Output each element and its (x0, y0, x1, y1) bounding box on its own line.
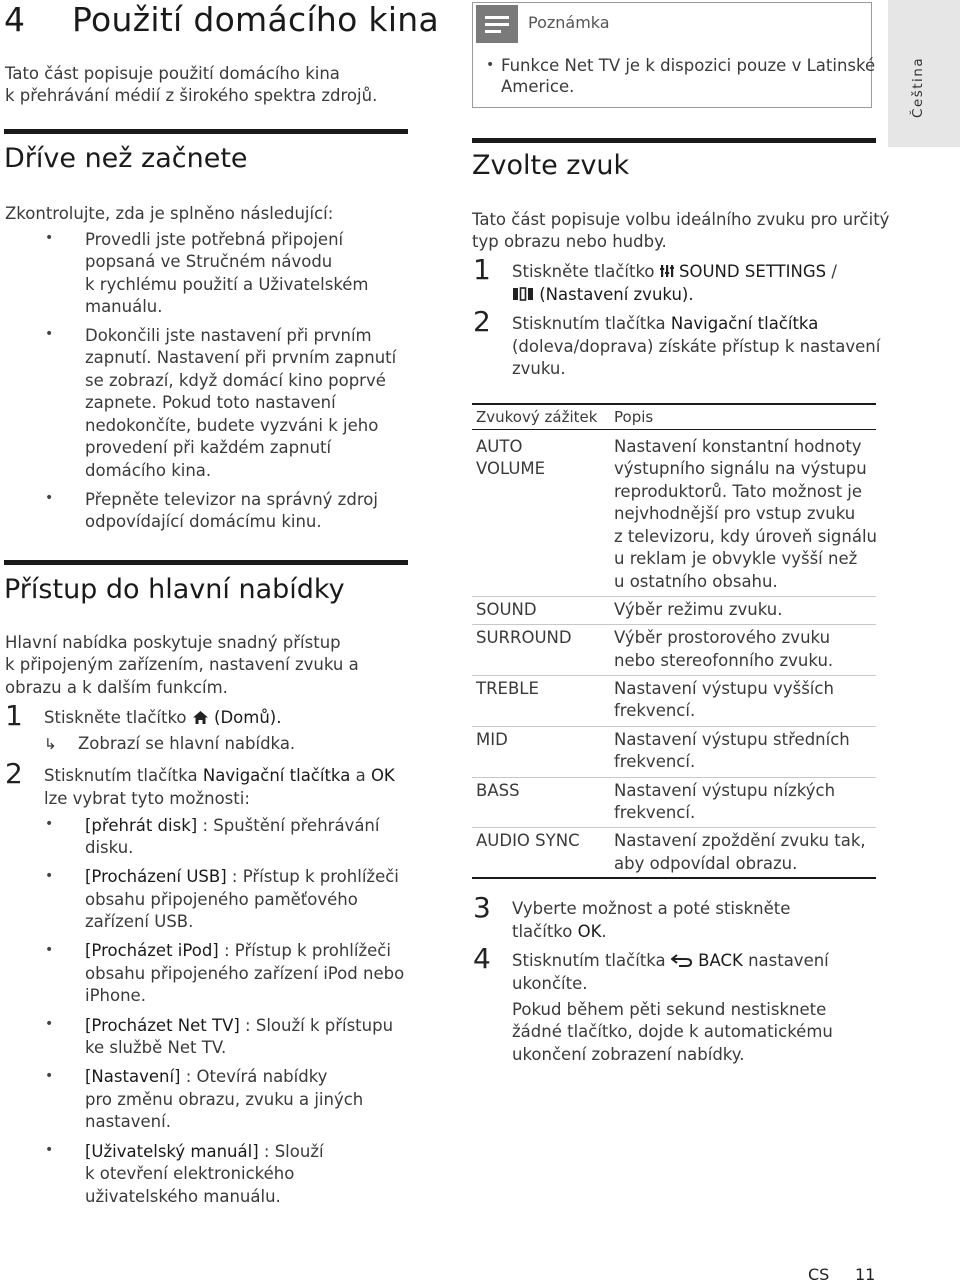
speaker-settings-icon (512, 287, 534, 301)
step-text: Stiskněte tlačítko (44, 708, 187, 727)
step-text: Stisknutím tlačítka (512, 951, 666, 970)
sound-step-4-text (512, 950, 829, 973)
step-note: Pokud během pěti sekund nestisknete (512, 1000, 827, 1019)
step-result: Zobrazí se hlavní nabídka. (78, 734, 296, 753)
option-text: obsahu připojeného paměťového (85, 890, 358, 909)
row-desc: u ostatního obsahu. (614, 572, 778, 591)
ok-key-label: OK (577, 922, 602, 941)
bullet-text: zapnutí. Nastavení při prvním zapnutí (85, 348, 397, 367)
sound-settings-key-label: SOUND SETTINGS (679, 262, 827, 281)
row-desc: frekvencí. (614, 803, 696, 822)
step-note: žádné tlačítko, dojde k automatickému (512, 1022, 833, 1041)
home-key-label: (Domů). (214, 708, 282, 727)
home-icon (192, 710, 209, 725)
step-text: Stisknutím tlačítka (512, 314, 666, 333)
row-divider (472, 777, 876, 778)
sound-intro-line: typ obrazu nebo hudby. (472, 232, 667, 251)
row-desc: Výběr režimu zvuku. (614, 600, 783, 619)
bullet-text: odpovídající domácímu kinu. (85, 512, 322, 531)
bullet-dot: • (45, 1068, 54, 1084)
option-browse-net-tv (85, 1015, 393, 1038)
ok-key-label: OK (370, 766, 395, 785)
option-text: : Slouží k přístupu (239, 1016, 394, 1035)
note-title: Poznámka (528, 13, 610, 32)
bullet-text: popsaná ve Stručném návodu (85, 252, 333, 271)
row-name: MID (476, 730, 508, 749)
language-tab-label: Čeština (910, 56, 926, 118)
table-header-description: Popis (614, 408, 654, 426)
access-intro-line: k připojeným zařízením, nastavení zvuku a (5, 655, 359, 674)
option-text: pro změnu obrazu, zvuku a jiných (85, 1090, 364, 1109)
step-number: 2 (5, 757, 23, 790)
option-label: [Procházet Net TV] (85, 1016, 240, 1035)
section-title-before: Dříve než začnete (4, 143, 248, 174)
sound-step-2-text (512, 313, 818, 336)
access-intro-line: Hlavní nabídka poskytuje snadný přístup (5, 633, 341, 652)
bullet-dot: • (486, 57, 495, 73)
row-desc: Nastavení konstantní hodnoty (614, 437, 862, 456)
row-divider (472, 827, 876, 828)
sound-step-1-text (512, 261, 837, 284)
row-name: TREBLE (476, 679, 539, 698)
row-desc: Nastavení zpoždění zvuku tak, (614, 831, 866, 850)
section-rule (4, 560, 408, 565)
bullet-text: zapnete. Pokud toto nastavení (85, 393, 336, 412)
step-text: / (831, 262, 837, 281)
row-desc: Výběr prostorového zvuku (614, 628, 831, 647)
bullet-text: nedokončíte, budete vyzváni k jeho (85, 416, 379, 435)
row-desc: nejvhodnější pro vstup zvuku (614, 504, 856, 523)
table-bottom-rule (472, 877, 876, 879)
bullet-dot: • (45, 942, 54, 958)
row-desc: z televizoru, kdy úroveň signálu (614, 527, 877, 546)
chapter-number: 4 (4, 0, 26, 39)
nav-keys-label: Navigační tlačítka (670, 314, 819, 333)
step-text: zvuku. (512, 359, 566, 378)
row-name: AUTO (476, 437, 523, 456)
option-text: : Slouží (258, 1142, 324, 1161)
page-number: 11 (855, 1265, 876, 1284)
option-user-manual (85, 1141, 324, 1164)
bullet-text: manuálu. (85, 297, 163, 316)
option-text: ke službě Net TV. (85, 1038, 227, 1057)
row-name: AUDIO SYNC (476, 831, 580, 850)
before-lead: Zkontrolujte, zda je splněno následující: (5, 204, 334, 223)
bullet-dot: • (45, 1142, 54, 1158)
bullet-dot: • (45, 816, 54, 832)
option-text: uživatelského manuálu. (85, 1187, 281, 1206)
option-label: [Uživatelský manuál] (85, 1142, 259, 1161)
footer-lang: CS (808, 1265, 830, 1284)
step-text: (doleva/doprava) získáte přístup k nastavení (512, 337, 881, 356)
row-desc: Nastavení výstupu nízkých (614, 781, 836, 800)
nav-keys-label: Navigační tlačítka (202, 766, 351, 785)
step-text: . (601, 922, 607, 941)
row-desc: nebo stereofonního zvuku. (614, 651, 834, 670)
back-key-label: BACK (698, 951, 743, 970)
option-text: iPhone. (85, 986, 146, 1005)
bullet-text: domácího kina. (85, 461, 212, 480)
option-label: [Procházet iPod] (85, 941, 219, 960)
option-text: disku. (85, 838, 134, 857)
option-text: : Přístup k prohlížeči (226, 867, 399, 886)
option-text: k otevření elektronického (85, 1164, 295, 1183)
row-divider (472, 675, 876, 676)
option-browse-ipod (85, 940, 391, 963)
step-number: 2 (473, 305, 491, 338)
section-title-access: Přístup do hlavní nabídky (4, 574, 345, 605)
sound-step-1-line-2 (512, 284, 694, 307)
row-desc: Nastavení výstupu vyšších (614, 679, 834, 698)
section-rule (4, 129, 408, 134)
option-text: : Otevírá nabídky (180, 1067, 328, 1086)
sound-settings-key-caption: (Nastavení zvuku). (539, 285, 694, 304)
back-icon (671, 954, 693, 967)
option-text: : Spuštění přehrávání (197, 816, 380, 835)
language-tab (888, 0, 960, 147)
option-text: : Přístup k prohlížeči (218, 941, 391, 960)
note-text: Americe. (501, 77, 575, 96)
row-desc: frekvencí. (614, 701, 696, 720)
row-name: SOUND (476, 600, 537, 619)
bullet-text: k rychlému použití a Uživatelském (85, 275, 369, 294)
step-number: 1 (473, 253, 491, 286)
row-desc: u reklam je obvykle vyšší než (614, 549, 858, 568)
option-settings (85, 1066, 327, 1089)
option-text: nastavení. (85, 1112, 171, 1131)
step-number: 4 (473, 942, 491, 975)
row-desc: výstupního signálu na výstupu (614, 459, 867, 478)
section-rule (472, 138, 876, 143)
bullet-text: provedení při každém zapnutí (85, 438, 332, 457)
option-label: [Procházení USB] (85, 867, 227, 886)
table-top-rule (472, 403, 876, 405)
note-text: Funkce Net TV je k dispozici pouze v Latinské (501, 56, 876, 75)
bullet-text: Přepněte televizor na správný zdroj (85, 490, 378, 509)
note-icon (476, 5, 518, 43)
bullet-dot: • (45, 868, 54, 884)
row-desc: reproduktorů. Tato možnost je (614, 482, 863, 501)
option-browse-usb (85, 866, 399, 889)
sound-step-3-line-2 (512, 921, 607, 944)
row-divider (472, 624, 876, 625)
chapter-intro-line-1: Tato část popisuje použití domácího kina (5, 64, 340, 83)
bullet-dot: • (45, 1016, 54, 1032)
step-text: Stisknutím tlačítka (44, 766, 198, 785)
bullet-dot: • (45, 326, 54, 342)
option-label: [přehrát disk] (85, 816, 198, 835)
table-header-experience: Zvukový zážitek (476, 408, 598, 426)
step-note: ukončení zobrazení nabídky. (512, 1045, 745, 1064)
sound-intro-line: Tato část popisuje volbu ideálního zvuku pro určitý (472, 210, 890, 229)
bullet-text: Provedli jste potřebná připojení (85, 230, 344, 249)
step-2-text (44, 765, 395, 788)
row-name: VOLUME (476, 459, 546, 478)
step-text: Vyberte možnost a poté stiskněte (512, 899, 791, 918)
row-divider (472, 726, 876, 727)
row-desc: frekvencí. (614, 752, 696, 771)
step-text: nastavení (748, 951, 829, 970)
result-arrow-icon: ↳ (44, 735, 57, 753)
section-title-sound: Zvolte zvuk (472, 150, 630, 181)
step-number: 1 (5, 699, 23, 732)
sound-settings-icon (660, 264, 674, 278)
bullet-dot: • (45, 490, 54, 506)
row-desc: Nastavení výstupu středních (614, 730, 850, 749)
row-name: SURROUND (476, 628, 572, 647)
chapter-intro-line-2: k přehrávání médií z širokého spektra zdrojů. (5, 86, 378, 105)
step-text: ukončíte. (512, 974, 588, 993)
bullet-dot: • (45, 230, 54, 246)
bullet-text: Dokončili jste nastavení při prvním (85, 326, 372, 345)
option-text: obsahu připojeného zařízení iPod nebo (85, 964, 405, 983)
chapter-title: Použití domácího kina (72, 0, 440, 39)
bullet-text: se zobrazí, když domácí kino poprvé (85, 371, 386, 390)
step-text: tlačítko (512, 922, 573, 941)
table-header-rule (472, 429, 876, 430)
step-text: a (355, 766, 366, 785)
row-divider (472, 596, 876, 597)
access-intro-line: obrazu a k dalším funkcím. (5, 678, 228, 697)
option-text: zařízení USB. (85, 912, 194, 931)
step-text: lze vybrat tyto možnosti: (44, 789, 250, 808)
step-1-text (44, 707, 281, 730)
step-number: 3 (473, 891, 491, 924)
row-name: BASS (476, 781, 520, 800)
option-label: [Nastavení] (85, 1067, 181, 1086)
option-play-disc (85, 815, 379, 838)
step-text: Stiskněte tlačítko (512, 262, 655, 281)
row-desc: aby odpovídal obrazu. (614, 854, 798, 873)
